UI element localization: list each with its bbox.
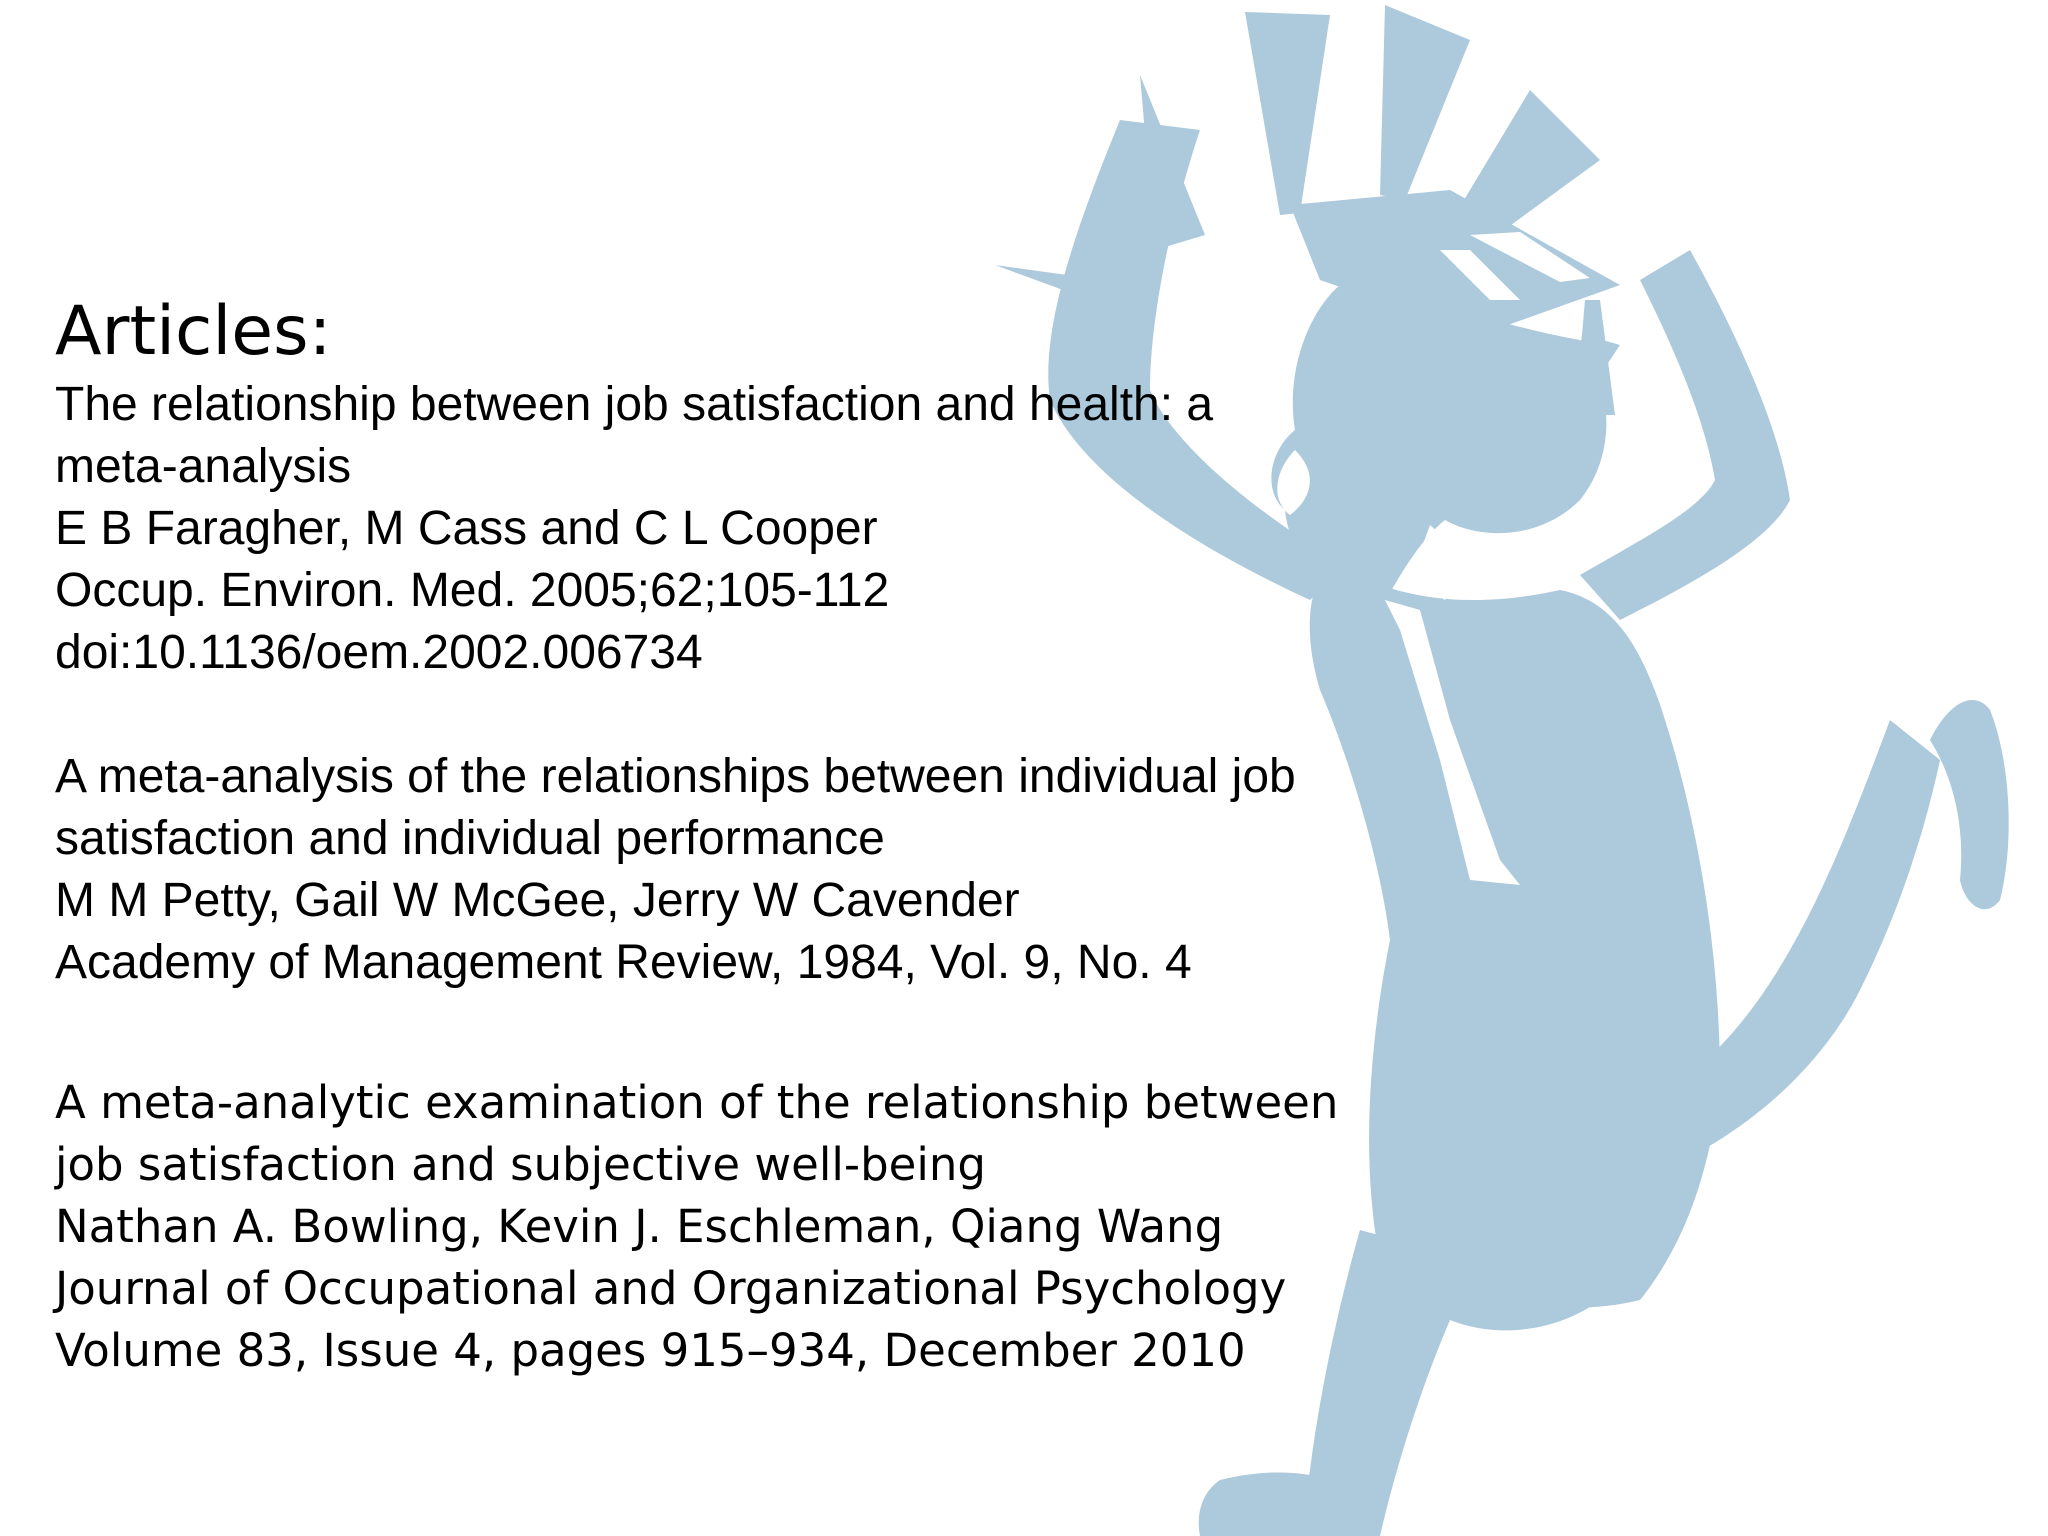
article-list — [55, 292, 1555, 1382]
article-petty — [55, 746, 1555, 994]
article-title-line: A meta-analytic examination of the relationship between — [55, 1076, 1339, 1129]
article-authors: M M Petty, Gail W McGee, Jerry W Cavender — [55, 874, 1020, 927]
article-faragher — [55, 374, 1555, 684]
article-title-line: A meta-analysis of the relationships between individual job — [55, 750, 1296, 803]
article-authors: E B Faragher, M Cass and C L Cooper — [55, 502, 878, 555]
article-bowling — [55, 1072, 1555, 1382]
article-source: Academy of Management Review, 1984, Vol. 9, No. 4 — [55, 936, 1192, 989]
article-source: Occup. Environ. Med. 2005;62;105-112 — [55, 564, 890, 617]
article-title-line: satisfaction and individual performance — [55, 812, 885, 865]
slide-heading: Articles: — [55, 292, 332, 371]
article-journal: Journal of Occupational and Organizational Psychology — [55, 1262, 1287, 1315]
article-title-line: meta-analysis — [55, 440, 352, 493]
article-authors: Nathan A. Bowling, Kevin J. Eschleman, Qiang Wang — [55, 1200, 1224, 1253]
article-title-line: job satisfaction and subjective well-being — [55, 1138, 986, 1191]
article-title-line: The relationship between job satisfaction and health: a — [55, 378, 1214, 431]
article-details: Volume 83, Issue 4, pages 915–934, December 2010 — [55, 1324, 1246, 1377]
article-doi: doi:10.1136/oem.2002.006734 — [55, 626, 703, 679]
